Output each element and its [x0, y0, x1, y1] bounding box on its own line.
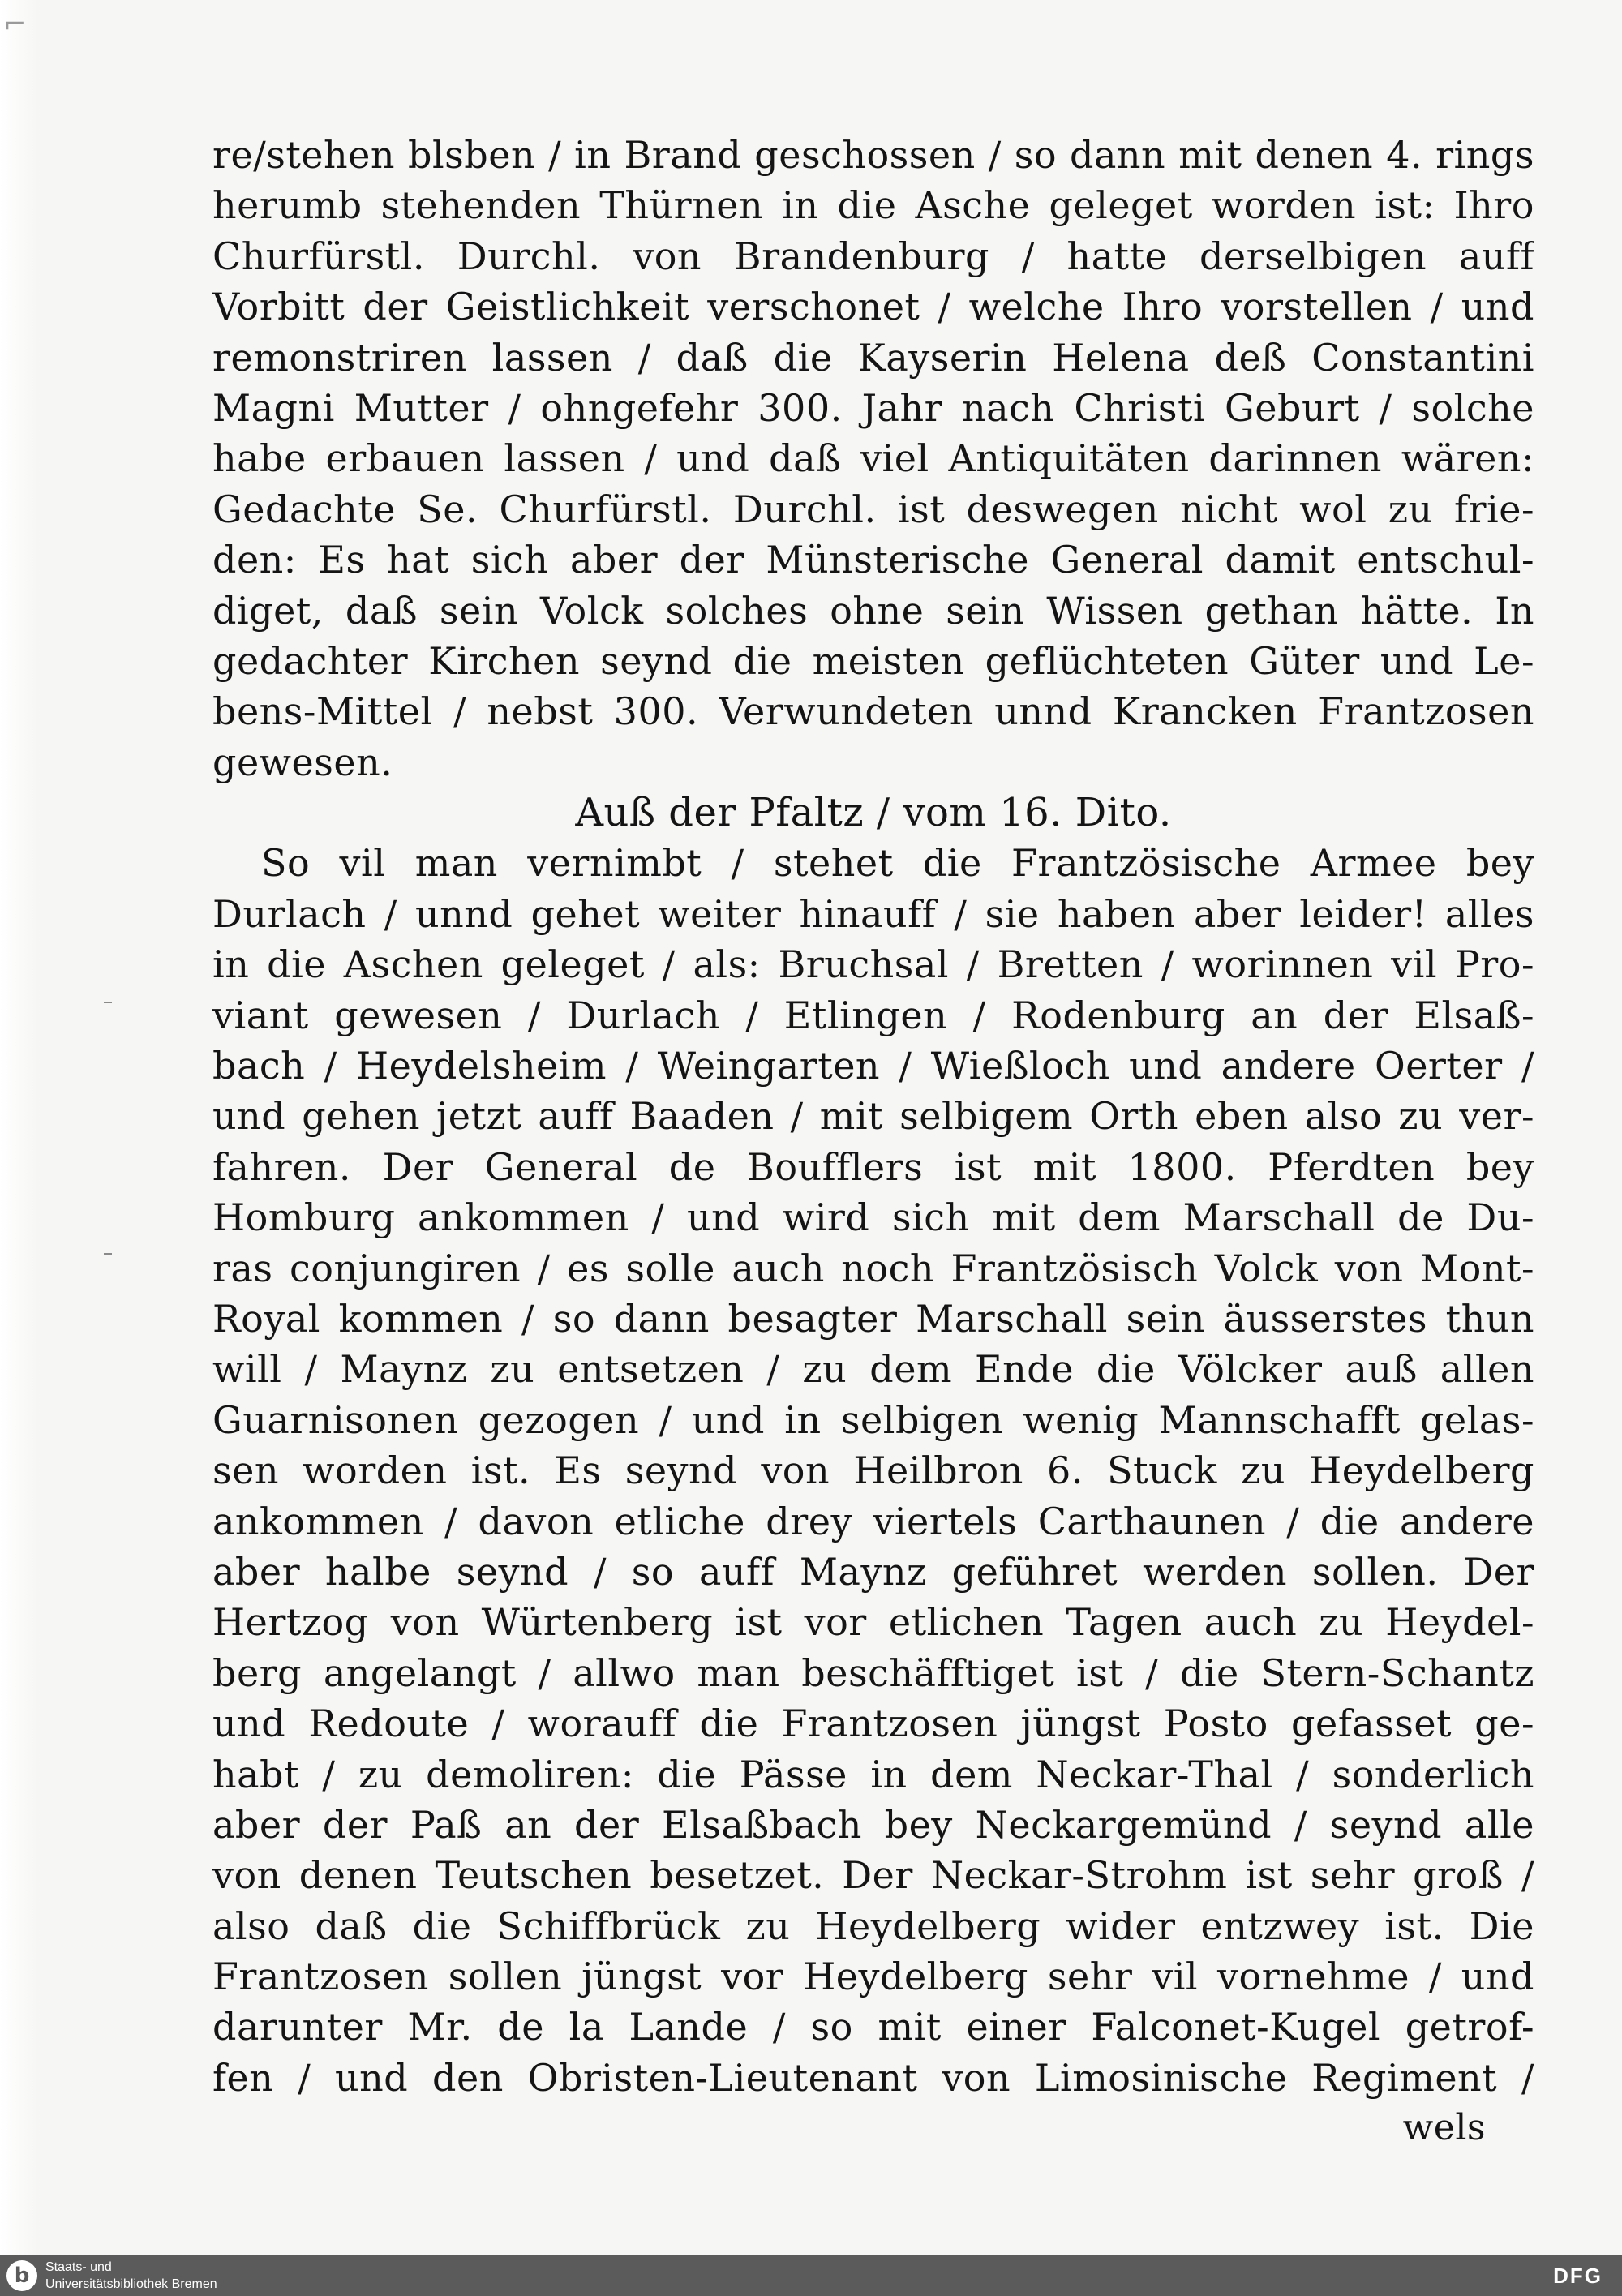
library-logo-icon: b: [6, 2260, 37, 2291]
paragraph-line: und gehen jetzt auff Baaden / mit selbigem Orth eben also zu ver-: [212, 1094, 1534, 1139]
article-text: [212, 130, 1534, 2154]
library-name-line: Universitätsbibliothek Bremen: [45, 2277, 217, 2291]
text-line: bens-Mittel / nebst 300. Verwundeten unnd Krancken Frantzosen: [212, 689, 1534, 734]
margin-tick: [104, 1253, 112, 1255]
paragraph-line: habt / zu demoliren: die Pässe in dem Neckar-Thal / sonderlich: [212, 1752, 1534, 1796]
section-heading: Auß der Pfaltz / vom 16. Dito.: [575, 790, 1172, 836]
paragraph-line: berg angelangt / allwo man beschäfftiget ist / die Stern-Schantz: [212, 1650, 1534, 1695]
library-name: [45, 2259, 217, 2293]
paragraph-line: Homburg ankommen / und wird sich mit dem Marschall de Du-: [212, 1195, 1534, 1240]
viewer-footer: [0, 2255, 1622, 2296]
paragraph-line: viant gewesen / Durlach / Etlingen / Rodenburg an der Elsaß-: [212, 993, 1534, 1037]
paragraph-line: fen / und den Obristen-Lieutenant von Limosinische Regiment /: [212, 2055, 1534, 2100]
paragraph-line: und Redoute / worauff die Frantzosen jüngst Posto gefasset ge-: [212, 1702, 1534, 1746]
page-edge: [0, 0, 39, 2255]
text-line: Gedachte Se. Churfürstl. Durchl. ist deswegen nicht wol zu frie-: [212, 487, 1534, 531]
paragraph-line: Frantzosen sollen jüngst vor Heydelberg sehr vil vornehme / und: [212, 1955, 1534, 1999]
paragraph-line: aber halbe seynd / so auff Maynz geführet werden sollen. Der: [212, 1549, 1534, 1594]
paragraph-line: sen worden ist. Es seynd von Heilbron 6. Stuck zu Heydelberg: [212, 1448, 1534, 1493]
paragraph-line: ankommen / davon etliche drey viertels Carthaunen / die andere: [212, 1499, 1534, 1543]
paragraph-line: in die Aschen geleget / als: Bruchsal / Bretten / worinnen vil Pro-: [212, 942, 1534, 987]
paragraph-line: Guarnisonen gezogen / und in selbigen wenig Mannschafft gelas-: [212, 1397, 1534, 1442]
paragraph-line: Durlach / unnd gehet weiter hinauff / sie haben aber leider! alles: [212, 891, 1534, 936]
paragraph-line: von denen Teutschen besetzet. Der Neckar-Strohm ist sehr groß /: [212, 1853, 1534, 1898]
text-line: habe erbauen lassen / und daß viel Antiquitäten darinnen wären:: [212, 436, 1534, 481]
paragraph-line: also daß die Schiffbrück zu Heydelberg wider entzwey ist. Die: [212, 1903, 1534, 1948]
text-line: Vorbitt der Geistlichkeit verschonet / welche Ihro vorstellen / und: [212, 285, 1534, 329]
paragraph-line: darunter Mr. de la Lande / so mit einer Falconet-Kugel getrof-: [212, 2005, 1534, 2049]
margin-tick: [104, 1002, 112, 1003]
text-line: re/stehen blsben / in Brand geschossen / so dann mit denen 4. rings: [212, 133, 1534, 177]
library-name-line: Staats- und: [45, 2260, 112, 2274]
paragraph-line: aber der Paß an der Elsaßbach bey Neckargemünd / seynd alle: [212, 1802, 1534, 1847]
text-line: herumb stehenden Thürnen in die Asche geleget worden ist: Ihro: [212, 183, 1534, 228]
paragraph-line: So vil man vernimbt / stehet die Frantzösische Armee bey: [261, 841, 1534, 886]
text-line: diget, daß sein Volck solches ohne sein Wissen gethan hätte. In: [212, 588, 1534, 633]
paragraph-line: will / Maynz zu entsetzen / zu dem Ende die Völcker auß allen: [212, 1347, 1534, 1392]
text-line: gewesen.: [212, 740, 393, 784]
funder-logo: DFG: [1553, 2264, 1603, 2288]
text-line: Magni Mutter / ohngefehr 300. Jahr nach Christi Geburt / solche: [212, 385, 1534, 430]
paragraph-line: bach / Heydelsheim / Weingarten / Wießloch und andere Oerter /: [212, 1044, 1534, 1088]
paragraph-line: fahren. Der General de Boufflers ist mit 1800. Pferdten bey: [212, 1144, 1534, 1189]
paragraph-line: ras conjungiren / es solle auch noch Frantzösisch Volck von Mont-: [212, 1246, 1534, 1290]
text-line: gedachter Kirchen seynd die meisten geflüchteten Güter und Le-: [212, 638, 1534, 683]
text-line: den: Es hat sich aber der Münsterische General damit entschul-: [212, 538, 1534, 582]
corner-mark: ⌐: [3, 8, 27, 41]
text-line: remonstriren lassen / daß die Kayserin Helena deß Constantini: [212, 335, 1534, 380]
paragraph-line: Hertzog von Würtenberg ist vor etlichen Tagen auch zu Heydel-: [212, 1600, 1534, 1645]
text-line: Churfürstl. Durchl. von Brandenburg / hatte derselbigen auff: [212, 234, 1534, 278]
paragraph-line: Royal kommen / so dann besagter Marschall sein äusserstes thun: [212, 1296, 1534, 1341]
catchword: wels: [1402, 2107, 1486, 2149]
